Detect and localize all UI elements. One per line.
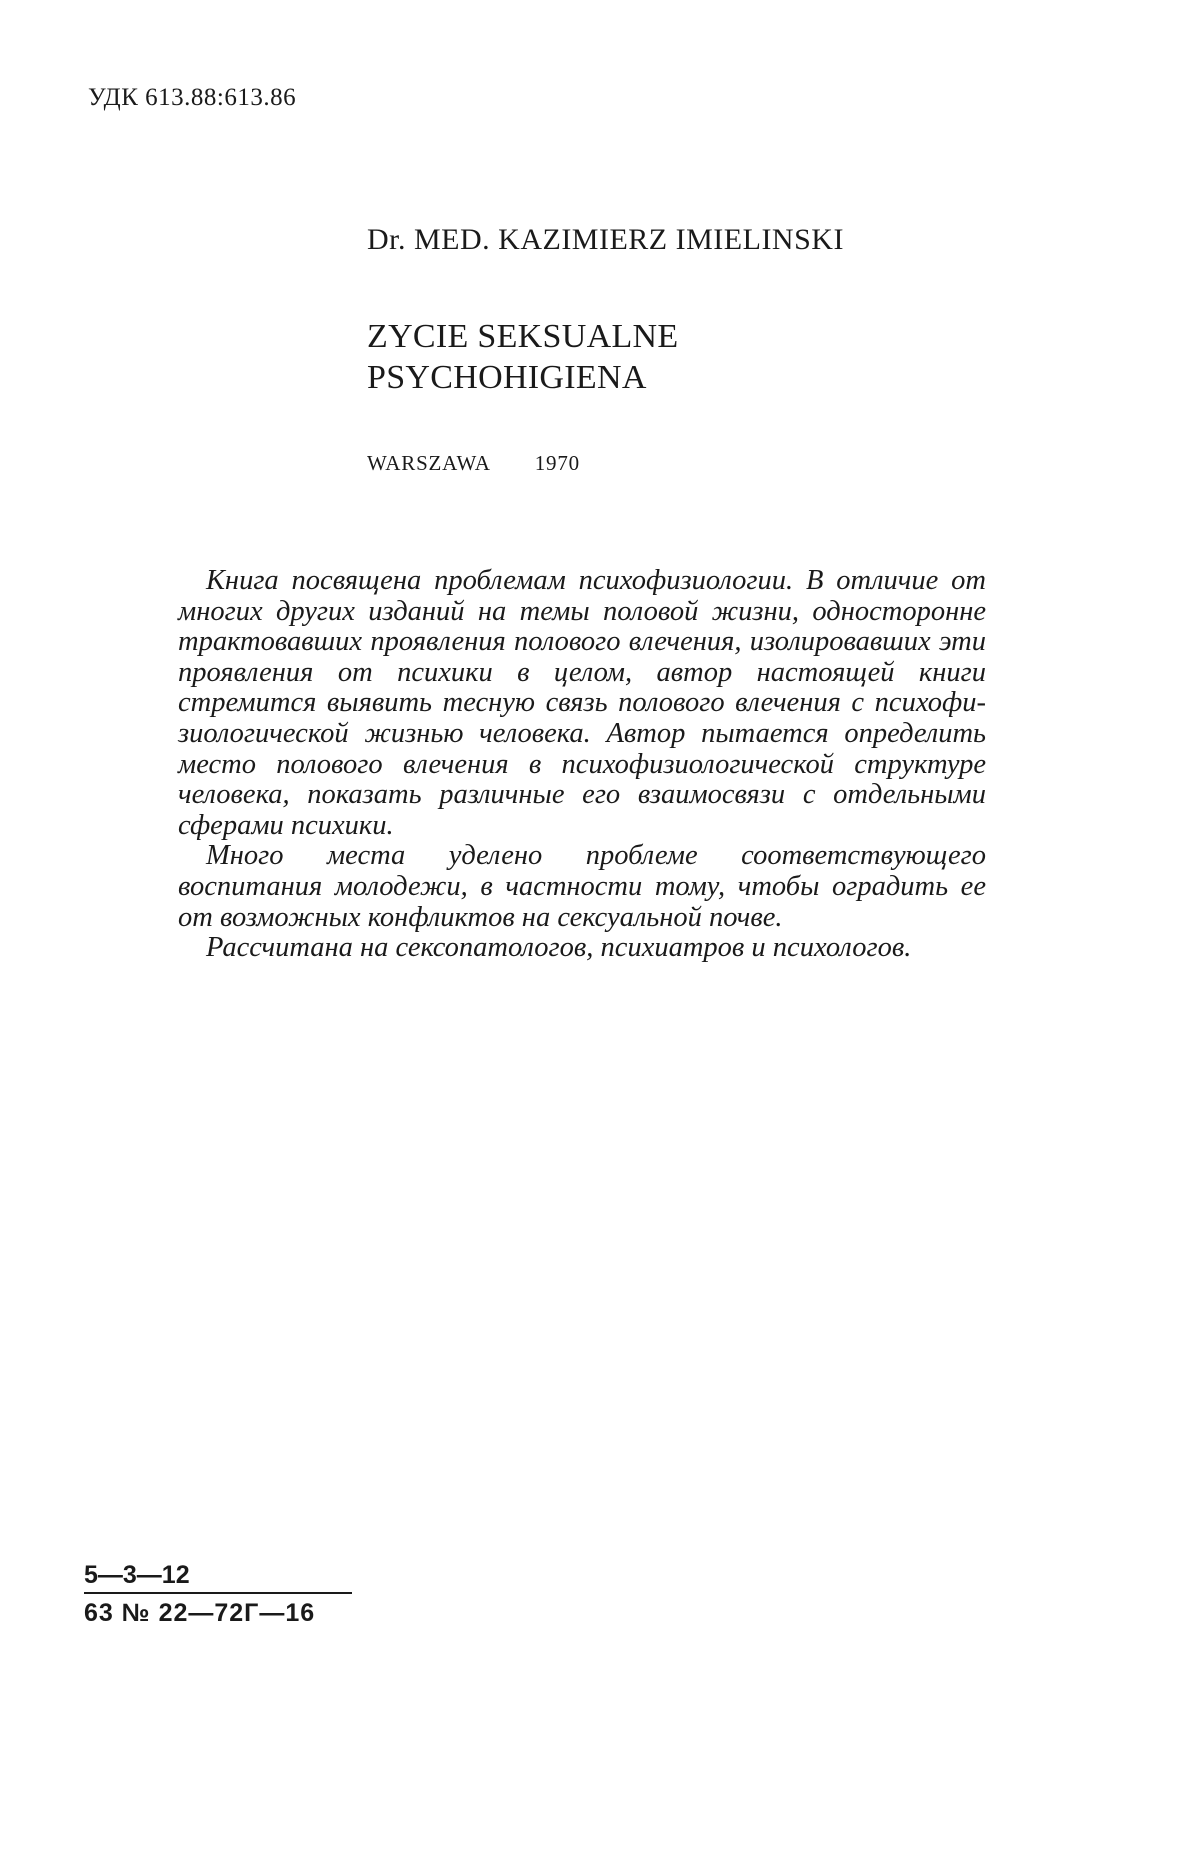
author-name: Dr. MED. KAZIMIERZ IMIELINSKI [367,223,844,256]
publication-year: 1970 [534,451,580,475]
publication-place-year [367,451,580,476]
imprint-code-top: 5—3—12 [84,1560,352,1594]
title-line-1: ZYCIE SEKSUALNE [367,318,679,355]
annotation-paragraph-2: Много места уделено проблеме соответствующего воспитания молодежи, в частности тому, чтобы оградить ее от возможных конфликтов на сексуальной почве. [178,840,986,933]
annotation [178,566,986,964]
annotation-paragraph-3: Рассчитана на сексопатологов, психиатров и психологов. [206,932,912,964]
title-line-2: PSYCHOHIGIENA [367,359,647,396]
udk-code: УДК 613.88:613.86 [88,84,297,111]
imprint-code [84,1560,352,1628]
annotation-paragraph-1: Книга посвящена проблемам психофизиологии. В отличие от многих других изданий на темы половой жизни, односторонне трактовавших проявления полового влечения, изолировавших эти проявления от психики в целом, автор настоящей книги стремится выявить тесную связь полового влечения с психофизиологической жизнью человека. Автор пытается определить место полового влечения в психофизиологической структуре человека, показать различные его взаимосвязи с отдельными сферами психики. [178,565,986,841]
imprint-code-bottom: 63 № 22—72Г—16 [84,1599,316,1627]
book-title [367,316,678,398]
publication-place: WARSZAWA [367,451,491,475]
